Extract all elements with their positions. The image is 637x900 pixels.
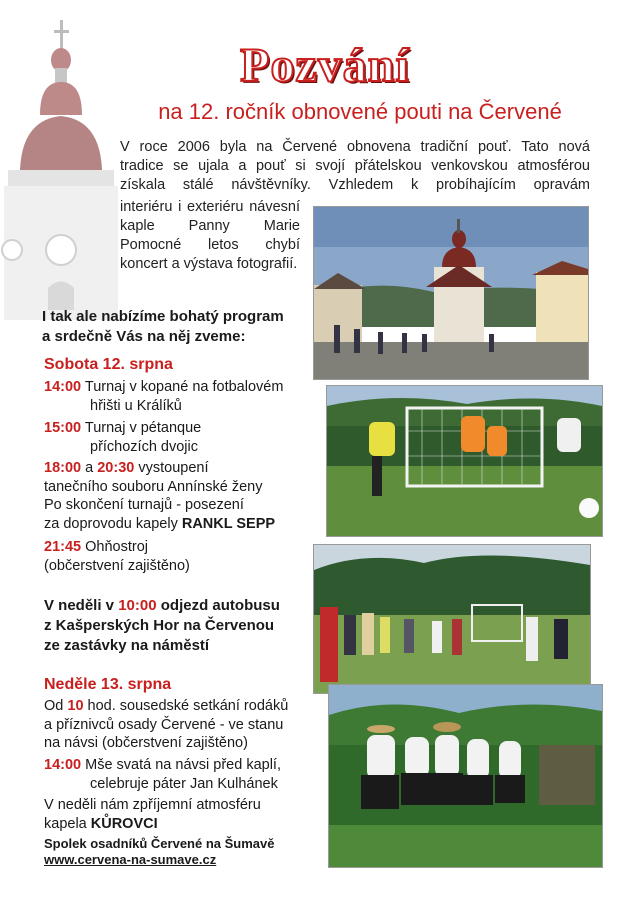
saturday-event-football [44, 378, 334, 415]
saturday-title: Sobota 12. srpna [44, 356, 173, 373]
event-text: V neděli nám zpříjemní atmosféru [44, 797, 261, 813]
sunday-event-meeting [44, 697, 334, 753]
saturday-event-dance [44, 459, 334, 533]
website-link[interactable]: www.cervena-na-sumave.cz [44, 852, 217, 867]
sunday-event-band [44, 796, 334, 833]
football-photo [326, 385, 603, 537]
church-tower-illustration [0, 20, 125, 320]
event-text-cont: celebruje páter Jan Kulhánek [90, 775, 278, 792]
bus-text: V neděli v [44, 597, 115, 614]
invite-line-2: a srdečně Vás na něj zveme: [42, 328, 246, 345]
event-time: 18:00 [44, 460, 82, 476]
intro-line-3: získala stálé návštěvníky. Vzhledem k probíhajícím opravám [120, 177, 590, 193]
event-text: Ohňostroj [85, 539, 148, 555]
event-time: 14:00 [44, 379, 82, 395]
intro-line-2: tradice se ujala a pouť si svojí přátelskou venkovskou atmosférou [120, 158, 590, 174]
event-text-cont: hřišti u Králíků [90, 397, 182, 414]
page-subtitle: na 12. ročník obnovené pouti na Červené [158, 99, 562, 124]
saturday-event-fireworks [44, 538, 334, 575]
event-time: 15:00 [44, 420, 82, 436]
event-text: vystoupení [138, 460, 209, 476]
organizer-name: Spolek osadníků Červené na Šumavě [44, 836, 275, 851]
bus-line-3: ze zastávky na náměstí [44, 637, 210, 654]
event-text-cont: tanečního souboru Annínské ženy [44, 478, 263, 495]
event-text-cont-2: na návsi (občerstvení zajištěno) [44, 735, 248, 751]
chapel-photo [313, 206, 589, 380]
event-text: hod. sousedské setkání rodáků [87, 698, 289, 714]
band-name: KŮROVCI [90, 815, 158, 832]
bus-time: 10:00 [118, 597, 157, 614]
event-text: Turnaj v pétanque [84, 420, 202, 436]
event-time-2: 20:30 [97, 460, 135, 476]
event-hour: 10 [67, 698, 84, 714]
event-text-cont: a příznivců osady Červené - ve stanu [44, 716, 284, 733]
page-title: Pozvání [240, 39, 410, 92]
event-text-cont-3: za doprovodu kapely [44, 515, 178, 532]
dance-photo [328, 684, 603, 868]
event-text: Mše svatá na návsi před kaplí, [85, 757, 281, 773]
bus-line-2: z Kašperských Hor na Červenou [44, 617, 275, 634]
event-text-cont-2: Po skončení turnajů - posezení [44, 497, 244, 513]
sunday-event-mass [44, 756, 334, 793]
invite-text [42, 307, 312, 347]
intro-line-4: interiéru i exteriéru návesní kaple Panny Marie Pomocné letos chybí koncert a výstava fotografií. [120, 199, 300, 272]
bus-line-1 [44, 596, 314, 616]
event-text-cont: kapela [44, 815, 87, 832]
event-time: 14:00 [44, 757, 82, 773]
sunday-title: Neděle 13. srpna [44, 676, 172, 693]
band-name: RANKL SEPP [181, 515, 276, 532]
saturday-event-petanque [44, 419, 334, 456]
intro-line-1: V roce 2006 byla na Červené obnovena tradiční pouť. Tato nová [120, 139, 590, 155]
event-text: Turnaj v kopané na fotbalovém [84, 379, 284, 395]
event-text-prefix: Od [44, 698, 64, 714]
event-time: 21:45 [44, 539, 82, 555]
bus-text-cont: odjezd autobusu [160, 597, 280, 614]
event-text-cont: příchozích dvojic [90, 438, 198, 455]
event-text-cont: (občerstvení zajištěno) [44, 557, 190, 574]
bus-notice [44, 596, 314, 656]
invite-line-1: I tak ale nabízíme bohatý program [42, 308, 284, 325]
petanque-photo [313, 544, 591, 694]
event-and: a [85, 460, 94, 476]
